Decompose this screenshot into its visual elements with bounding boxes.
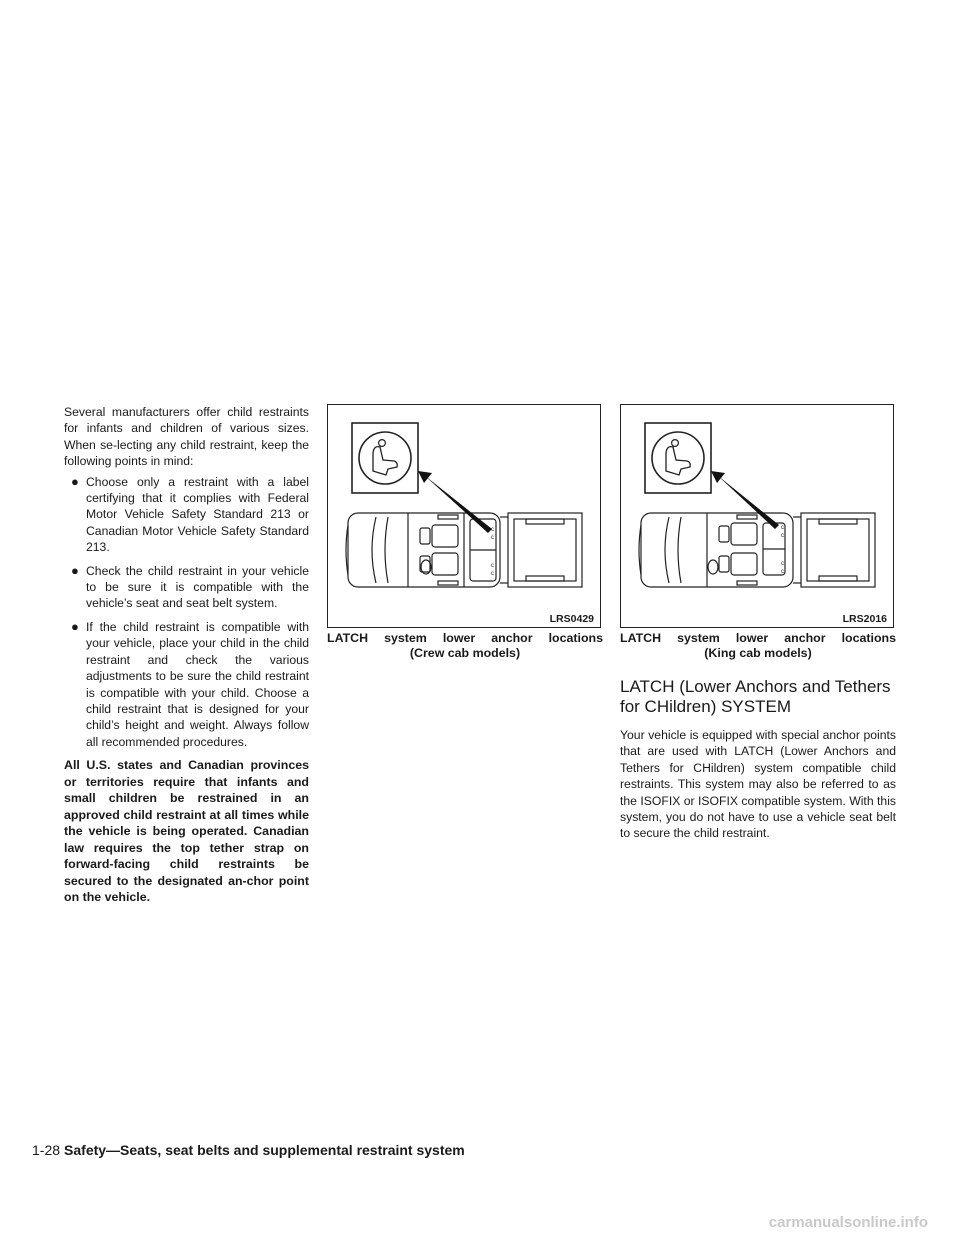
svg-text:c: c bbox=[781, 561, 784, 567]
king-cab-diagram bbox=[621, 405, 893, 627]
right-column bbox=[620, 404, 896, 842]
list-item: ● If the child restraint is compatible with your vehicle, place your child in the child restraint and check the various adjustments to be sure the child restraint is compatible with your child. Choose a child restraint that is designed for your child’s height and weight. Always follow all recommended procedures. bbox=[71, 618, 309, 749]
bullet-icon: ● bbox=[71, 473, 79, 489]
section-heading: LATCH (Lower Anchors and Tethers for CHildren) SYSTEM bbox=[620, 677, 891, 716]
bullet-icon: ● bbox=[71, 618, 79, 634]
figure-caption: LATCH system lower anchor locations (Crew cab models) bbox=[327, 631, 603, 660]
list-item: ● Choose only a restraint with a label certifying that it complies with Federal Motor Vehicle Safety Standard 213 or Canadian Motor Vehicle Safety Standard 213. bbox=[71, 473, 309, 555]
intro-paragraph: Several manufacturers offer child restraints for infants and children of various sizes. When se-lecting any child restraint, keep the following points in mind: bbox=[64, 405, 309, 469]
left-column bbox=[64, 404, 309, 906]
figure-frame bbox=[327, 404, 601, 628]
watermark: carmanualsonline.info bbox=[768, 1214, 928, 1231]
child-seat-icon bbox=[359, 432, 411, 484]
svg-text:c: c bbox=[781, 569, 784, 575]
svg-text:c: c bbox=[491, 527, 494, 533]
svg-text:c: c bbox=[491, 535, 494, 541]
svg-text:c: c bbox=[491, 563, 494, 569]
child-seat-icon bbox=[652, 432, 704, 484]
figure-caption: LATCH system lower anchor locations (King cab models) bbox=[620, 631, 896, 660]
figure-code: LRS2016 bbox=[842, 613, 887, 625]
crew-cab-diagram bbox=[328, 405, 600, 627]
figure-crew-cab bbox=[327, 404, 603, 661]
bullet-list bbox=[64, 474, 309, 751]
chapter-title: Safety—Seats, seat belts and supplemental restraint system bbox=[64, 1142, 465, 1158]
child-seat-icon-box bbox=[645, 423, 711, 493]
list-item: ● Check the child restraint in your vehicle to be sure it is compatible with the vehicle’s seat and seat belt system. bbox=[71, 562, 309, 611]
arrow-icon bbox=[424, 475, 492, 533]
figure-code: LRS0429 bbox=[549, 613, 594, 625]
svg-text:c: c bbox=[781, 533, 784, 539]
page-number: 1-28 bbox=[32, 1142, 61, 1158]
arrow-icon bbox=[717, 475, 779, 529]
bullet-icon: ● bbox=[71, 562, 79, 578]
svg-text:c: c bbox=[491, 571, 494, 577]
figure-frame bbox=[620, 404, 894, 628]
svg-text:c: c bbox=[781, 525, 784, 531]
legal-warning: All U.S. states and Canadian provinces or territories require that infants and small children be restrained in an approved child restraint at all times while the vehicle is being operated. Canadian law requires the top tether strap on forward-facing child restraints be secured to the designated an-chor point on the vehicle. bbox=[64, 758, 309, 905]
section-body: Your vehicle is equipped with special anchor points that are used with LATCH (Lower Anchors and Tethers for CHildren) system compatible child restraints. This system may also be referred to as the ISOFIX or ISOFIX compatible system. With this system, you do not have to use a vehicle seat belt to secure the child restraint. bbox=[620, 728, 896, 841]
page-footer bbox=[32, 1142, 465, 1158]
child-seat-icon-box bbox=[352, 423, 418, 493]
